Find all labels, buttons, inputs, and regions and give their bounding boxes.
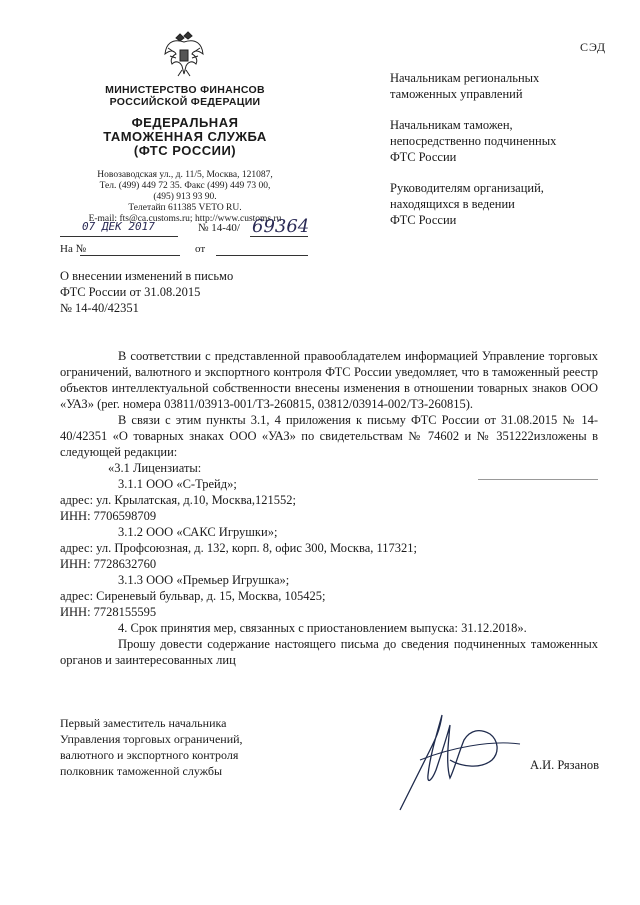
doc-date: 07 ДЕК 2017 [82,220,155,233]
service-name: ФЕДЕРАЛЬНАЯ ТАМОЖЕННАЯ СЛУЖБА (ФТС РОССИИ) [103,115,267,158]
licensee-3: 3.1.3 ООО «Премьер Игрушка»; [118,573,290,587]
sender-block [60,84,310,225]
signer-name: А.И. Рязанов [530,758,599,772]
licensee-3-inn: ИНН: 7728155595 [60,605,157,619]
licensee-2-inn: ИНН: 7728632760 [60,557,157,571]
paragraph-3: Прошу довести содержание настоящего письма до сведения подчиненных таможенных органов и заинтересованных лиц [60,637,598,667]
licensee-1-inn: ИНН: 7706598709 [60,509,157,523]
subject: О внесении изменений в письмо ФТС России от 31.08.2015 № 14-40/42351 [60,269,234,315]
doc-number-label: № 14-40/ [198,222,240,234]
addressee-3: Руководителям организаций, находящихся в ведении ФТС России [390,181,544,227]
contact-info: Новозаводская ул., д. 11/5, Москва, 121087, Тел. (499) 449 72 35. Факс (499) 449 73 00, (495) 913 93 90. Телетайп 611385 VETO RU. E-mail: fts@ca.customs.ru; http://www.customs.ru [88,170,282,224]
ot-label: от [195,243,206,255]
licensee-3-address: адрес: Сиреневый бульвар, д. 15, Москва, 105425; [60,589,326,603]
licensee-2-address: адрес: ул. Профсоюзная, д. 132, корп. 8, офис 300, Москва, 117321; [60,541,418,555]
licensee-1-address: адрес: ул. Крылатская, д.10, Москва,121552; [60,493,296,507]
na-label: На № [60,243,87,255]
licensee-2: 3.1.2 ООО «САКС Игрушки»; [118,525,278,539]
term-item: 4. Срок принятия мер, связанных с приостановлением выпуска: 31.12.2018». [118,621,527,635]
coat-of-arms-emblem [162,30,206,78]
paragraph-2: В связи с этим пункты 3.1, 4 приложения к письму ФТС России от 31.08.2015 № 14-40/42351 «О товарных знаках ООО «УАЗ» по свидетельствам № 74602 и № 351222изложены в следующей редакции: [60,413,598,459]
sed-mark: СЭД [580,40,607,54]
addressee-2: Начальникам таможен, непосредственно подчиненных ФТС России [390,118,557,164]
doc-number-handwritten: 69364 [252,216,310,237]
letter-body [60,348,598,668]
addressee-1: Начальникам региональных таможенных управлений [390,71,540,101]
paragraph-1: В соответствии с представленной правообладателем информацией Управление торговых ограничений, валютного и экспортного контроля ФТС России уведомляет, что в таможенный реестр объектов интеллектуальной собственности внесены изменения в отношении товарных знаков ООО «УАЗ» (рег. номера 03811/03913-001/ТЗ-260815, 03812/03914-002/ТЗ-260815). [60,349,598,411]
signer-title: Первый заместитель начальника Управления торговых ограничений, валютного и экспортного контроля полковник таможенной службы [60,716,243,778]
reference-line [60,243,310,255]
licensee-1: 3.1.1 ООО «С-Трейд»; [118,477,237,491]
licensees-heading: «3.1 Лицензиаты: [108,461,202,475]
handwritten-signature [380,700,530,820]
ministry-name: МИНИСТЕРСТВО ФИНАНСОВ РОССИЙСКОЙ ФЕДЕРАЦИИ [105,84,265,108]
